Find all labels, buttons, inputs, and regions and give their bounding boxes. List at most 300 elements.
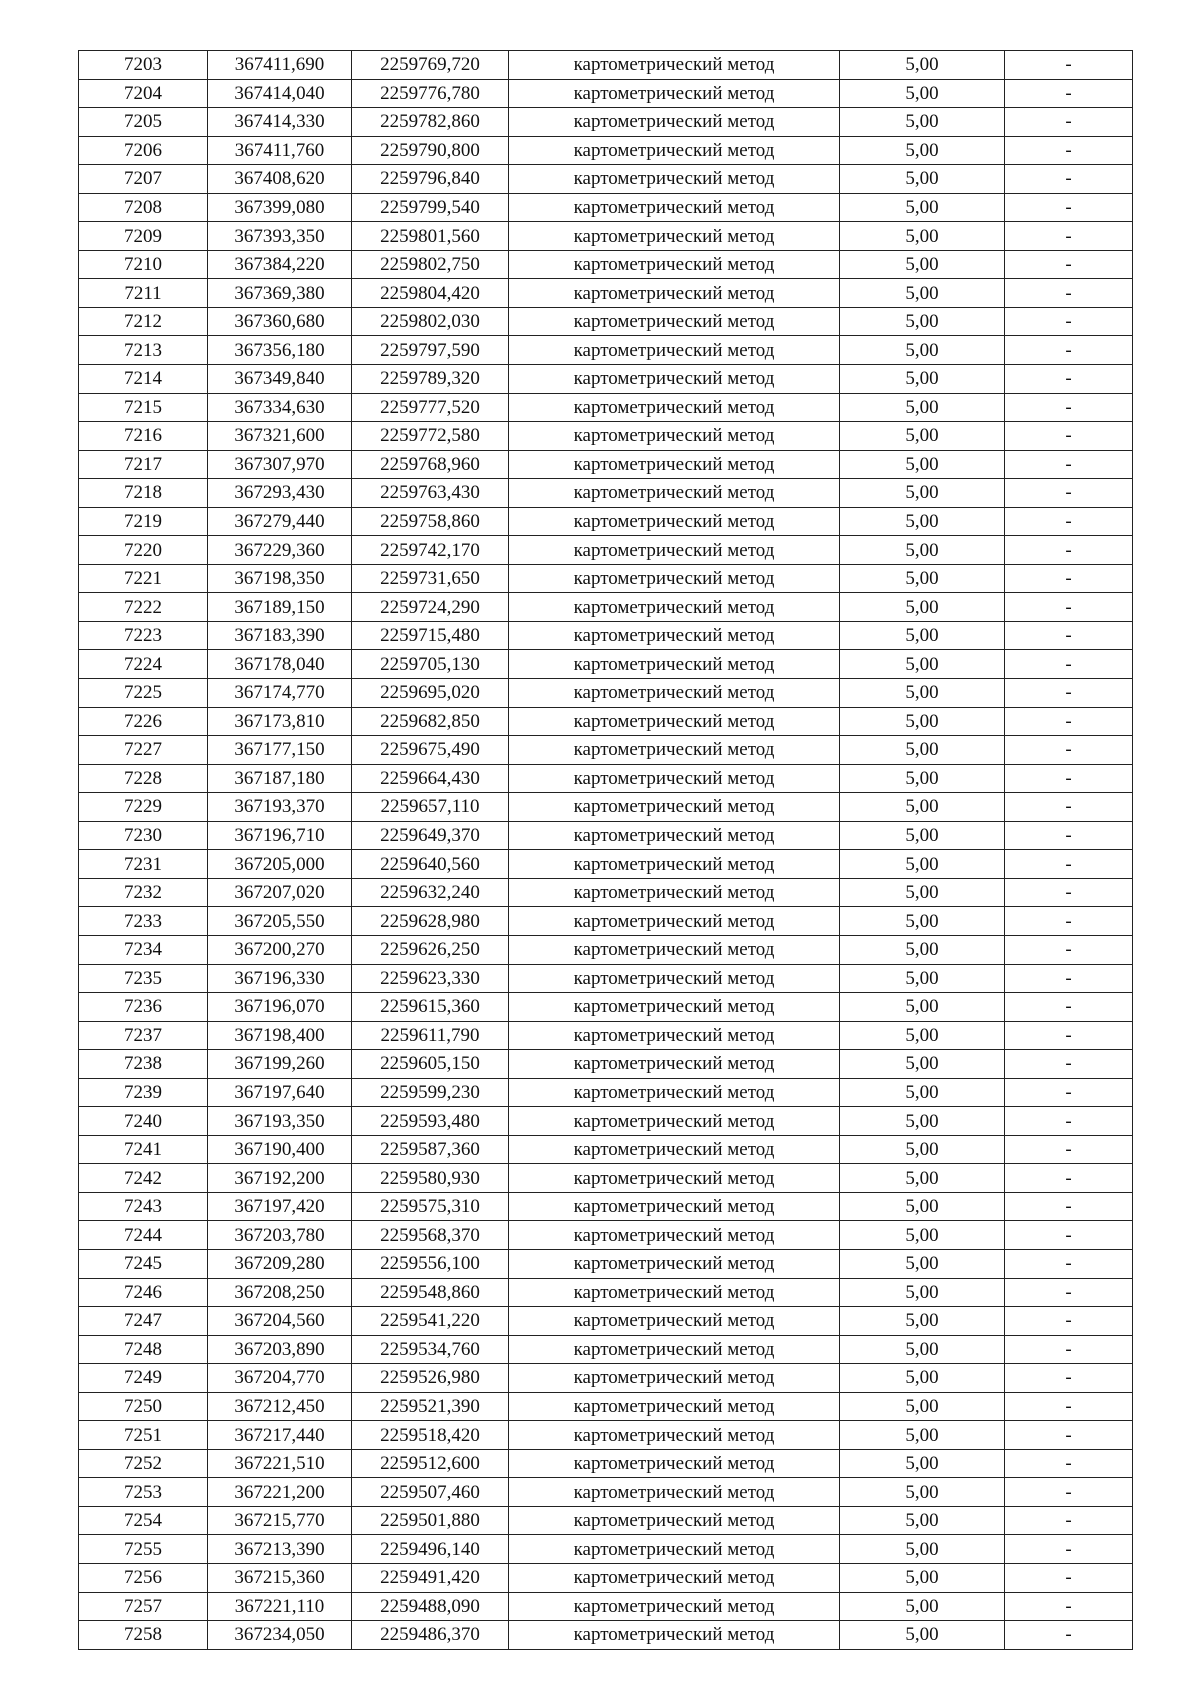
method-cell: картометрический метод (509, 250, 840, 279)
accuracy-cell: 5,00 (840, 764, 1005, 793)
table-row (79, 536, 1133, 565)
coordinate-y-cell: 2259568,370 (352, 1221, 509, 1250)
coordinate-y-cell: 2259797,590 (352, 336, 509, 365)
coordinate-y-cell: 2259556,100 (352, 1249, 509, 1278)
method-cell: картометрический метод (509, 307, 840, 336)
description-cell: - (1005, 1021, 1133, 1050)
point-number-cell: 7249 (79, 1364, 208, 1393)
table-row (79, 1221, 1133, 1250)
description-cell: - (1005, 450, 1133, 479)
coordinate-y-cell: 2259649,370 (352, 821, 509, 850)
coordinate-x-cell: 367203,890 (208, 1335, 352, 1364)
description-cell: - (1005, 279, 1133, 308)
point-number-cell: 7218 (79, 479, 208, 508)
description-cell: - (1005, 564, 1133, 593)
coordinate-y-cell: 2259615,360 (352, 993, 509, 1022)
coordinate-x-cell: 367204,560 (208, 1307, 352, 1336)
coordinate-y-cell: 2259507,460 (352, 1478, 509, 1507)
method-cell: картометрический метод (509, 136, 840, 165)
coordinate-x-cell: 367177,150 (208, 736, 352, 765)
coordinate-x-cell: 367321,600 (208, 422, 352, 451)
accuracy-cell: 5,00 (840, 1078, 1005, 1107)
description-cell: - (1005, 593, 1133, 622)
description-cell: - (1005, 1421, 1133, 1450)
table-row (79, 507, 1133, 536)
description-cell: - (1005, 793, 1133, 822)
coordinate-y-cell: 2259782,860 (352, 108, 509, 137)
table-row (79, 1592, 1133, 1621)
accuracy-cell: 5,00 (840, 1164, 1005, 1193)
method-cell: картометрический метод (509, 650, 840, 679)
accuracy-cell: 5,00 (840, 707, 1005, 736)
method-cell: картометрический метод (509, 1050, 840, 1079)
table-row (79, 279, 1133, 308)
method-cell: картометрический метод (509, 193, 840, 222)
table-row (79, 1364, 1133, 1393)
coordinate-y-cell: 2259548,860 (352, 1278, 509, 1307)
coordinate-x-cell: 367197,420 (208, 1192, 352, 1221)
description-cell: - (1005, 1135, 1133, 1164)
description-cell: - (1005, 1050, 1133, 1079)
table-row (79, 850, 1133, 879)
coordinate-y-cell: 2259769,720 (352, 51, 509, 80)
point-number-cell: 7223 (79, 621, 208, 650)
accuracy-cell: 5,00 (840, 1592, 1005, 1621)
accuracy-cell: 5,00 (840, 1192, 1005, 1221)
accuracy-cell: 5,00 (840, 1392, 1005, 1421)
description-cell: - (1005, 935, 1133, 964)
table-row (79, 1278, 1133, 1307)
coordinate-y-cell: 2259790,800 (352, 136, 509, 165)
point-number-cell: 7207 (79, 165, 208, 194)
method-cell: картометрический метод (509, 821, 840, 850)
coordinate-x-cell: 367197,640 (208, 1078, 352, 1107)
point-number-cell: 7224 (79, 650, 208, 679)
accuracy-cell: 5,00 (840, 108, 1005, 137)
method-cell: картометрический метод (509, 935, 840, 964)
description-cell: - (1005, 1164, 1133, 1193)
point-number-cell: 7212 (79, 307, 208, 336)
method-cell: картометрический метод (509, 1364, 840, 1393)
description-cell: - (1005, 393, 1133, 422)
method-cell: картометрический метод (509, 1107, 840, 1136)
point-number-cell: 7258 (79, 1621, 208, 1650)
method-cell: картометрический метод (509, 450, 840, 479)
description-cell: - (1005, 422, 1133, 451)
accuracy-cell: 5,00 (840, 1335, 1005, 1364)
coordinate-x-cell: 367174,770 (208, 679, 352, 708)
description-cell: - (1005, 479, 1133, 508)
method-cell: картометрический метод (509, 1563, 840, 1592)
coordinate-x-cell: 367209,280 (208, 1249, 352, 1278)
point-number-cell: 7204 (79, 79, 208, 108)
coordinate-y-cell: 2259486,370 (352, 1621, 509, 1650)
coordinate-x-cell: 367369,380 (208, 279, 352, 308)
table-row (79, 1307, 1133, 1336)
description-cell: - (1005, 1563, 1133, 1592)
coordinate-x-cell: 367293,430 (208, 479, 352, 508)
accuracy-cell: 5,00 (840, 1278, 1005, 1307)
point-number-cell: 7217 (79, 450, 208, 479)
coordinate-y-cell: 2259501,880 (352, 1506, 509, 1535)
description-cell: - (1005, 993, 1133, 1022)
coordinate-y-cell: 2259611,790 (352, 1021, 509, 1050)
table-row (79, 679, 1133, 708)
point-number-cell: 7245 (79, 1249, 208, 1278)
accuracy-cell: 5,00 (840, 650, 1005, 679)
table-row (79, 222, 1133, 251)
point-number-cell: 7250 (79, 1392, 208, 1421)
accuracy-cell: 5,00 (840, 1021, 1005, 1050)
method-cell: картометрический метод (509, 393, 840, 422)
point-number-cell: 7239 (79, 1078, 208, 1107)
method-cell: картометрический метод (509, 507, 840, 536)
table-row (79, 1506, 1133, 1535)
method-cell: картометрический метод (509, 108, 840, 137)
table-row (79, 964, 1133, 993)
accuracy-cell: 5,00 (840, 422, 1005, 451)
description-cell: - (1005, 108, 1133, 137)
coordinates-table-body (79, 51, 1133, 1650)
accuracy-cell: 5,00 (840, 336, 1005, 365)
method-cell: картометрический метод (509, 1307, 840, 1336)
method-cell: картометрический метод (509, 1021, 840, 1050)
method-cell: картометрический метод (509, 365, 840, 394)
point-number-cell: 7228 (79, 764, 208, 793)
accuracy-cell: 5,00 (840, 479, 1005, 508)
description-cell: - (1005, 307, 1133, 336)
point-number-cell: 7236 (79, 993, 208, 1022)
table-row (79, 650, 1133, 679)
coordinate-x-cell: 367183,390 (208, 621, 352, 650)
coordinate-x-cell: 367215,770 (208, 1506, 352, 1535)
coordinate-x-cell: 367196,710 (208, 821, 352, 850)
description-cell: - (1005, 1307, 1133, 1336)
description-cell: - (1005, 878, 1133, 907)
point-number-cell: 7226 (79, 707, 208, 736)
table-row (79, 1050, 1133, 1079)
table-row (79, 793, 1133, 822)
accuracy-cell: 5,00 (840, 1364, 1005, 1393)
coordinate-y-cell: 2259763,430 (352, 479, 509, 508)
coordinate-x-cell: 367204,770 (208, 1364, 352, 1393)
method-cell: картометрический метод (509, 165, 840, 194)
coordinate-x-cell: 367414,330 (208, 108, 352, 137)
coordinate-x-cell: 367178,040 (208, 650, 352, 679)
description-cell: - (1005, 1221, 1133, 1250)
coordinate-x-cell: 367187,180 (208, 764, 352, 793)
point-number-cell: 7246 (79, 1278, 208, 1307)
description-cell: - (1005, 650, 1133, 679)
accuracy-cell: 5,00 (840, 51, 1005, 80)
table-row (79, 821, 1133, 850)
description-cell: - (1005, 1249, 1133, 1278)
point-number-cell: 7247 (79, 1307, 208, 1336)
coordinate-x-cell: 367205,550 (208, 907, 352, 936)
coordinate-y-cell: 2259496,140 (352, 1535, 509, 1564)
coordinate-y-cell: 2259731,650 (352, 564, 509, 593)
description-cell: - (1005, 907, 1133, 936)
description-cell: - (1005, 821, 1133, 850)
accuracy-cell: 5,00 (840, 1135, 1005, 1164)
coordinate-x-cell: 367192,200 (208, 1164, 352, 1193)
method-cell: картометрический метод (509, 536, 840, 565)
description-cell: - (1005, 1078, 1133, 1107)
coordinate-y-cell: 2259801,560 (352, 222, 509, 251)
coordinate-y-cell: 2259518,420 (352, 1421, 509, 1450)
table-row (79, 250, 1133, 279)
coordinate-y-cell: 2259715,480 (352, 621, 509, 650)
accuracy-cell: 5,00 (840, 393, 1005, 422)
coordinate-x-cell: 367193,350 (208, 1107, 352, 1136)
point-number-cell: 7221 (79, 564, 208, 593)
coordinate-x-cell: 367334,630 (208, 393, 352, 422)
point-number-cell: 7241 (79, 1135, 208, 1164)
description-cell: - (1005, 850, 1133, 879)
coordinate-y-cell: 2259580,930 (352, 1164, 509, 1193)
accuracy-cell: 5,00 (840, 1563, 1005, 1592)
coordinate-y-cell: 2259657,110 (352, 793, 509, 822)
description-cell: - (1005, 1278, 1133, 1307)
coordinate-x-cell: 367190,400 (208, 1135, 352, 1164)
coordinate-y-cell: 2259802,750 (352, 250, 509, 279)
method-cell: картометрический метод (509, 736, 840, 765)
method-cell: картометрический метод (509, 79, 840, 108)
description-cell: - (1005, 222, 1133, 251)
method-cell: картометрический метод (509, 1278, 840, 1307)
description-cell: - (1005, 365, 1133, 394)
coordinate-y-cell: 2259768,960 (352, 450, 509, 479)
point-number-cell: 7234 (79, 935, 208, 964)
coordinate-x-cell: 367279,440 (208, 507, 352, 536)
coordinate-x-cell: 367356,180 (208, 336, 352, 365)
coordinate-y-cell: 2259587,360 (352, 1135, 509, 1164)
method-cell: картометрический метод (509, 1621, 840, 1650)
method-cell: картометрический метод (509, 1535, 840, 1564)
method-cell: картометрический метод (509, 1164, 840, 1193)
point-number-cell: 7255 (79, 1535, 208, 1564)
description-cell: - (1005, 51, 1133, 80)
method-cell: картометрический метод (509, 479, 840, 508)
method-cell: картометрический метод (509, 850, 840, 879)
coordinate-x-cell: 367408,620 (208, 165, 352, 194)
table-row (79, 136, 1133, 165)
coordinate-y-cell: 2259802,030 (352, 307, 509, 336)
method-cell: картометрический метод (509, 1421, 840, 1450)
table-row (79, 1621, 1133, 1650)
table-row (79, 1392, 1133, 1421)
point-number-cell: 7230 (79, 821, 208, 850)
coordinate-y-cell: 2259682,850 (352, 707, 509, 736)
coordinate-y-cell: 2259789,320 (352, 365, 509, 394)
coordinate-y-cell: 2259664,430 (352, 764, 509, 793)
coordinate-y-cell: 2259593,480 (352, 1107, 509, 1136)
method-cell: картометрический метод (509, 907, 840, 936)
description-cell: - (1005, 1592, 1133, 1621)
coordinate-y-cell: 2259799,540 (352, 193, 509, 222)
method-cell: картометрический метод (509, 1392, 840, 1421)
coordinates-table (78, 50, 1133, 1650)
coordinate-y-cell: 2259628,980 (352, 907, 509, 936)
coordinate-x-cell: 367196,330 (208, 964, 352, 993)
coordinate-y-cell: 2259776,780 (352, 79, 509, 108)
point-number-cell: 7256 (79, 1563, 208, 1592)
coordinate-x-cell: 367399,080 (208, 193, 352, 222)
coordinate-y-cell: 2259742,170 (352, 536, 509, 565)
point-number-cell: 7222 (79, 593, 208, 622)
description-cell: - (1005, 1449, 1133, 1478)
coordinate-y-cell: 2259534,760 (352, 1335, 509, 1364)
coordinate-y-cell: 2259640,560 (352, 850, 509, 879)
table-row (79, 365, 1133, 394)
accuracy-cell: 5,00 (840, 1421, 1005, 1450)
point-number-cell: 7225 (79, 679, 208, 708)
method-cell: картометрический метод (509, 51, 840, 80)
method-cell: картометрический метод (509, 279, 840, 308)
table-row (79, 1192, 1133, 1221)
point-number-cell: 7240 (79, 1107, 208, 1136)
accuracy-cell: 5,00 (840, 878, 1005, 907)
point-number-cell: 7252 (79, 1449, 208, 1478)
point-number-cell: 7251 (79, 1421, 208, 1450)
coordinate-x-cell: 367213,390 (208, 1535, 352, 1564)
accuracy-cell: 5,00 (840, 1449, 1005, 1478)
accuracy-cell: 5,00 (840, 222, 1005, 251)
coordinate-x-cell: 367307,970 (208, 450, 352, 479)
coordinate-x-cell: 367414,040 (208, 79, 352, 108)
description-cell: - (1005, 1364, 1133, 1393)
table-row (79, 564, 1133, 593)
method-cell: картометрический метод (509, 1135, 840, 1164)
accuracy-cell: 5,00 (840, 1478, 1005, 1507)
description-cell: - (1005, 250, 1133, 279)
method-cell: картометрический метод (509, 564, 840, 593)
point-number-cell: 7248 (79, 1335, 208, 1364)
table-row (79, 1421, 1133, 1450)
point-number-cell: 7206 (79, 136, 208, 165)
description-cell: - (1005, 621, 1133, 650)
accuracy-cell: 5,00 (840, 821, 1005, 850)
coordinate-x-cell: 367411,690 (208, 51, 352, 80)
method-cell: картометрический метод (509, 679, 840, 708)
table-row (79, 1249, 1133, 1278)
coordinate-x-cell: 367173,810 (208, 707, 352, 736)
accuracy-cell: 5,00 (840, 1221, 1005, 1250)
point-number-cell: 7216 (79, 422, 208, 451)
description-cell: - (1005, 336, 1133, 365)
table-row (79, 935, 1133, 964)
coordinate-x-cell: 367193,370 (208, 793, 352, 822)
description-cell: - (1005, 1335, 1133, 1364)
table-row (79, 336, 1133, 365)
table-row (79, 993, 1133, 1022)
coordinate-y-cell: 2259623,330 (352, 964, 509, 993)
coordinate-y-cell: 2259575,310 (352, 1192, 509, 1221)
coordinate-y-cell: 2259512,600 (352, 1449, 509, 1478)
coordinate-x-cell: 367234,050 (208, 1621, 352, 1650)
coordinate-y-cell: 2259796,840 (352, 165, 509, 194)
method-cell: картометрический метод (509, 1078, 840, 1107)
table-row (79, 1107, 1133, 1136)
table-row (79, 1164, 1133, 1193)
coordinate-y-cell: 2259724,290 (352, 593, 509, 622)
accuracy-cell: 5,00 (840, 935, 1005, 964)
coordinate-x-cell: 367200,270 (208, 935, 352, 964)
point-number-cell: 7253 (79, 1478, 208, 1507)
method-cell: картометрический метод (509, 1192, 840, 1221)
accuracy-cell: 5,00 (840, 564, 1005, 593)
point-number-cell: 7227 (79, 736, 208, 765)
table-row (79, 479, 1133, 508)
accuracy-cell: 5,00 (840, 1249, 1005, 1278)
coordinate-y-cell: 2259626,250 (352, 935, 509, 964)
description-cell: - (1005, 1478, 1133, 1507)
coordinate-y-cell: 2259695,020 (352, 679, 509, 708)
point-number-cell: 7235 (79, 964, 208, 993)
method-cell: картометрический метод (509, 1335, 840, 1364)
coordinate-y-cell: 2259488,090 (352, 1592, 509, 1621)
coordinate-x-cell: 367203,780 (208, 1221, 352, 1250)
point-number-cell: 7232 (79, 878, 208, 907)
coordinate-x-cell: 367208,250 (208, 1278, 352, 1307)
coordinate-x-cell: 367221,510 (208, 1449, 352, 1478)
accuracy-cell: 5,00 (840, 450, 1005, 479)
method-cell: картометрический метод (509, 793, 840, 822)
coordinate-x-cell: 367349,840 (208, 365, 352, 394)
coordinate-y-cell: 2259758,860 (352, 507, 509, 536)
coordinate-x-cell: 367198,350 (208, 564, 352, 593)
table-row (79, 878, 1133, 907)
method-cell: картометрический метод (509, 593, 840, 622)
method-cell: картометрический метод (509, 336, 840, 365)
method-cell: картометрический метод (509, 964, 840, 993)
coordinate-x-cell: 367411,760 (208, 136, 352, 165)
point-number-cell: 7242 (79, 1164, 208, 1193)
description-cell: - (1005, 679, 1133, 708)
accuracy-cell: 5,00 (840, 1535, 1005, 1564)
coordinate-y-cell: 2259772,580 (352, 422, 509, 451)
coordinate-x-cell: 367207,020 (208, 878, 352, 907)
accuracy-cell: 5,00 (840, 1506, 1005, 1535)
coordinate-x-cell: 367212,450 (208, 1392, 352, 1421)
table-row (79, 108, 1133, 137)
accuracy-cell: 5,00 (840, 964, 1005, 993)
accuracy-cell: 5,00 (840, 193, 1005, 222)
coordinate-x-cell: 367199,260 (208, 1050, 352, 1079)
method-cell: картометрический метод (509, 1478, 840, 1507)
point-number-cell: 7244 (79, 1221, 208, 1250)
coordinate-x-cell: 367217,440 (208, 1421, 352, 1450)
point-number-cell: 7237 (79, 1021, 208, 1050)
point-number-cell: 7210 (79, 250, 208, 279)
point-number-cell: 7209 (79, 222, 208, 251)
table-row (79, 1335, 1133, 1364)
coordinate-y-cell: 2259599,230 (352, 1078, 509, 1107)
coordinate-y-cell: 2259705,130 (352, 650, 509, 679)
description-cell: - (1005, 764, 1133, 793)
coordinate-x-cell: 367189,150 (208, 593, 352, 622)
table-row (79, 1563, 1133, 1592)
coordinate-y-cell: 2259804,420 (352, 279, 509, 308)
table-row (79, 707, 1133, 736)
table-row (79, 307, 1133, 336)
table-row (79, 1078, 1133, 1107)
description-cell: - (1005, 536, 1133, 565)
point-number-cell: 7205 (79, 108, 208, 137)
point-number-cell: 7219 (79, 507, 208, 536)
table-row (79, 1135, 1133, 1164)
method-cell: картометрический метод (509, 764, 840, 793)
